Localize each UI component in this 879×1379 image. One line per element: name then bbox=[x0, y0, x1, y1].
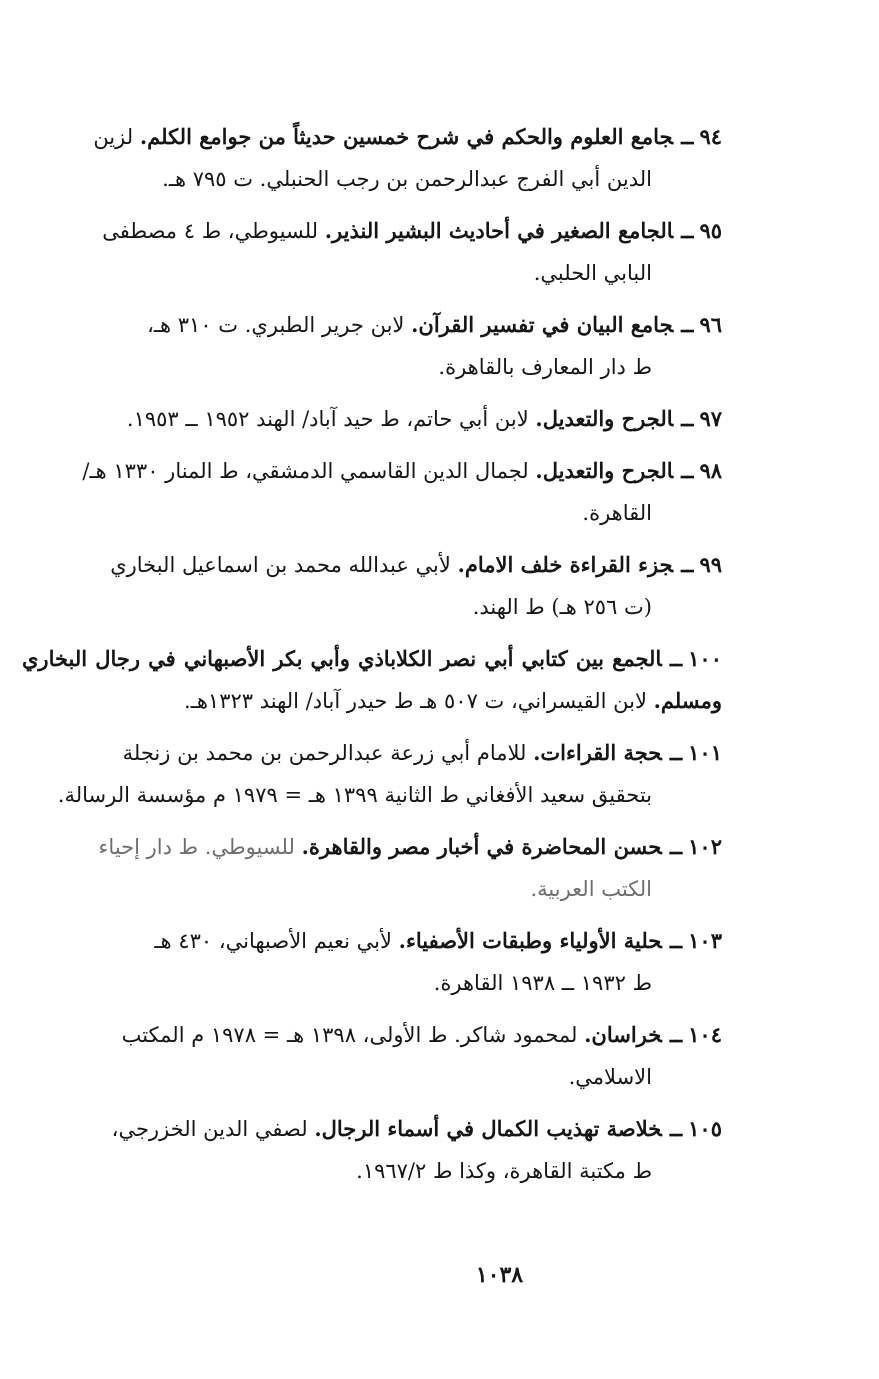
entry-title: جامع البيان في تفسير القرآن. bbox=[411, 312, 674, 337]
entry-title: حجة القراءات. bbox=[533, 740, 662, 765]
entry-title: الجرح والتعديل. bbox=[535, 406, 674, 431]
entry-continuation: ط دار المعارف بالقاهرة. bbox=[438, 355, 652, 379]
bibliography-list bbox=[22, 116, 722, 1202]
entry-dash: ــ bbox=[681, 312, 694, 337]
bibliography-entry-104 bbox=[22, 1014, 722, 1098]
entry-title: الجرح والتعديل. bbox=[535, 458, 674, 483]
entry-number: ٩٤ bbox=[699, 124, 722, 149]
bibliography-entry-99 bbox=[22, 544, 722, 628]
bibliography-entry-97 bbox=[22, 398, 722, 440]
entry-continuation: بتحقيق سعيد الأفغاني ط الثانية ١٣٩٩ هـ = ١٩٧٩ م مؤسسة الرسالة. bbox=[57, 783, 652, 807]
entry-title: جامع العلوم والحكم في شرح خمسين حديثاً من جوامع الكلم. bbox=[139, 124, 674, 149]
entry-dash: ــ bbox=[669, 646, 683, 671]
entry-continuation: ط مكتبة القاهرة، وكذا ط ١٩٦٧/٢. bbox=[356, 1159, 652, 1183]
entry-author: للسيوطي، ط ٤ مصطفى bbox=[102, 219, 319, 243]
entry-title: خراسان. bbox=[584, 1022, 662, 1047]
page-number: ١٠٣٨ bbox=[475, 1262, 524, 1288]
entry-continuation: البابي الحلبي. bbox=[533, 261, 652, 285]
entry-author: للامام أبي زرعة عبدالرحمن بن محمد بن زنجلة bbox=[122, 741, 527, 765]
entry-dash: ــ bbox=[669, 834, 683, 859]
entry-author: لابن جرير الطبري. ت ٣١٠ هـ، bbox=[147, 313, 405, 337]
bibliography-entry-100 bbox=[22, 638, 722, 722]
entry-continuation: الدين أبي الفرج عبدالرحمن بن رجب الحنبلي. ت ٧٩٥ هـ. bbox=[162, 167, 652, 191]
entry-number: ١٠٢ bbox=[688, 834, 722, 859]
entry-number: ١٠٤ bbox=[688, 1022, 722, 1047]
entry-number: ١٠١ bbox=[688, 740, 722, 765]
entry-title: جزء القراءة خلف الامام. bbox=[457, 552, 674, 577]
entry-continuation: (ت ٢٥٦ هـ) ط الهند. bbox=[472, 595, 652, 619]
entry-dash: ــ bbox=[669, 740, 683, 765]
entry-title: حلية الأولياء وطبقات الأصفياء. bbox=[398, 928, 662, 953]
entry-author: لابن القيسراني، ت ٥٠٧ هـ ط حيدر آباد/ الهند ١٣٢٣هـ. bbox=[184, 689, 647, 713]
bibliography-entry-105 bbox=[22, 1108, 722, 1192]
entry-author: لجمال الدين القاسمي الدمشقي، ط المنار ١٣٣٠ هـ/ bbox=[82, 459, 529, 483]
entry-number: ٩٩ bbox=[699, 552, 722, 577]
bibliography-entry-101 bbox=[22, 732, 722, 816]
entry-number: ١٠٠ bbox=[688, 646, 722, 671]
bibliography-entry-98 bbox=[22, 450, 722, 534]
bibliography-entry-102 bbox=[22, 826, 722, 910]
entry-number: ٩٥ bbox=[699, 218, 722, 243]
page-footer bbox=[0, 1262, 879, 1288]
entry-dash: ــ bbox=[681, 458, 694, 483]
entry-author: لمحمود شاكر. ط الأولى، ١٣٩٨ هـ = ١٩٧٨ م المكتب bbox=[121, 1023, 578, 1047]
entry-dash: ــ bbox=[681, 552, 694, 577]
entry-dash: ــ bbox=[681, 406, 694, 431]
entry-continuation: الكتب العربية. bbox=[530, 877, 652, 901]
entry-dash: ــ bbox=[681, 124, 694, 149]
entry-title: الجمع بين كتابي أبي نصر الكلاباذي وأبي بكر الأصبهاني في رجال البخاري ومسلم. bbox=[22, 646, 722, 713]
entry-continuation: ط ١٩٣٢ ــ ١٩٣٨ القاهرة. bbox=[433, 971, 652, 995]
bibliography-entry-94 bbox=[22, 116, 722, 200]
bibliography-entry-95 bbox=[22, 210, 722, 294]
entry-continuation: القاهرة. bbox=[582, 501, 652, 525]
entry-dash: ــ bbox=[669, 1116, 683, 1141]
entry-author: لصفي الدين الخزرجي، bbox=[111, 1117, 308, 1141]
entry-author: لأبي نعيم الأصبهاني، ٤٣٠ هـ bbox=[154, 929, 392, 953]
entry-author: لزين bbox=[93, 125, 134, 149]
entry-title: حسن المحاضرة في أخبار مصر والقاهرة. bbox=[301, 834, 662, 859]
entry-number: ٩٨ bbox=[699, 458, 722, 483]
bibliography-entry-96 bbox=[22, 304, 722, 388]
bibliography-entry-103 bbox=[22, 920, 722, 1004]
entry-dash: ــ bbox=[681, 218, 694, 243]
entry-title: خلاصة تهذيب الكمال في أسماء الرجال. bbox=[314, 1116, 662, 1141]
entry-dash: ــ bbox=[669, 928, 683, 953]
entry-number: ١٠٥ bbox=[688, 1116, 722, 1141]
entry-dash: ــ bbox=[669, 1022, 683, 1047]
entry-continuation: الاسلامي. bbox=[568, 1065, 652, 1089]
entry-number: ٩٧ bbox=[699, 406, 722, 431]
entry-title: الجامع الصغير في أحاديث البشير النذير. bbox=[324, 218, 674, 243]
entry-number: ١٠٣ bbox=[688, 928, 722, 953]
entry-number: ٩٦ bbox=[699, 312, 722, 337]
entry-author: لابن أبي حاتم، ط حيد آباد/ الهند ١٩٥٢ ــ ١٩٥٣. bbox=[126, 407, 529, 431]
entry-author: للسيوطي. ط دار إحياء bbox=[98, 835, 295, 859]
entry-author: لأبي عبدالله محمد بن اسماعيل البخاري bbox=[110, 553, 451, 577]
